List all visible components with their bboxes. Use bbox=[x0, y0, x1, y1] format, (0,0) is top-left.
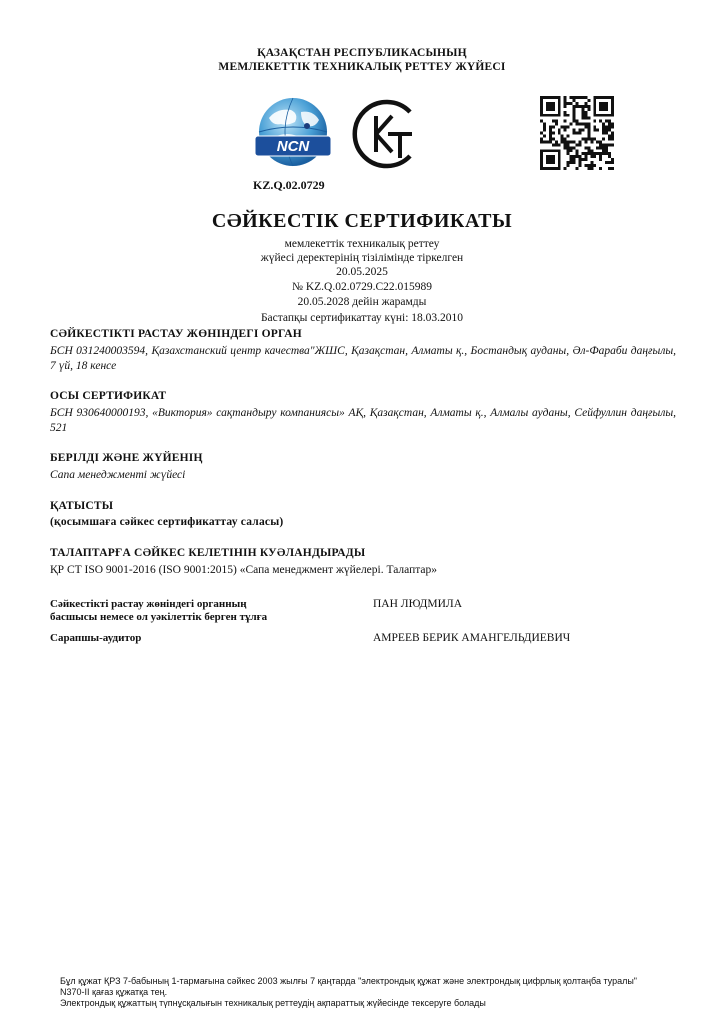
kt-conformity-mark-icon bbox=[352, 98, 420, 170]
certification-body-title: СӘЙКЕСТІКТІ РАСТАУ ЖӨНІНДЕГІ ОРГАН bbox=[50, 328, 302, 340]
valid-until: 20.05.2028 дейін жарамды bbox=[297, 296, 427, 308]
header-line-2: МЕМЛЕКЕТТІК ТЕХНИКАЛЫҚ РЕТТЕУ ЖҮЙЕСІ bbox=[218, 61, 506, 73]
footer-line-3: Электрондық құжаттың түпнұсқалығын техникалық реттеудің ақпараттық жүйесінде тексеруге болады bbox=[60, 998, 486, 1008]
requirements-title: ТАЛАПТАРҒА СӘЙКЕС КЕЛЕТІНІН КУӘЛАНДЫРАДЫ bbox=[50, 547, 366, 559]
qr-code bbox=[540, 96, 614, 170]
system-title: БЕРІЛДІ ЖӘНЕ ЖҮЙЕНІҢ bbox=[50, 452, 203, 464]
ncn-logo-text: NCN bbox=[276, 138, 310, 155]
certificate-holder-title: ОСЫ СЕРТИФИКАТ bbox=[50, 390, 167, 402]
footer-line-2: N370-II қағаз құжатқа тең. bbox=[60, 987, 168, 997]
registration-date: 20.05.2025 bbox=[336, 266, 388, 278]
scope-title: ҚАТЫСТЫ bbox=[50, 500, 114, 512]
initial-certification-date: Бастапқы сертификаттау күні: 18.03.2010 bbox=[260, 312, 464, 324]
head-signatory-label-1: Сәйкестікті растау жөніндегі органның bbox=[50, 598, 247, 610]
requirements-text: ҚР СТ ISO 9001-2016 (ISO 9001:2015) «Сапа менеджмент жүйелері. Талаптар» bbox=[50, 564, 438, 576]
registration-code: KZ.Q.02.0729 bbox=[253, 178, 325, 192]
certificate-holder-text: БСН 930640000193, «Виктория» сақтандыру компаниясы» АҚ, Қазақстан, Алматы қ., Алмалы ауданы, Сейфуллин даңғылы, 521 bbox=[50, 407, 676, 434]
footer-line-1: Бұл құжат ҚРЗ 7-бабының 1-тармағына сәйкес 2003 жылғы 7 қаңтарда "электрондық құжат және электрондық цифрлық қолтаңба туралы" bbox=[60, 976, 637, 986]
certification-body-text: БСН 031240003594, Қазахстанский центр качества"ЖШС, Қазақстан, Алматы қ., Бостандық ауданы, Әл-Фараби даңғылы, 7 үй, 18 кенсе bbox=[50, 345, 676, 372]
registry-line-2: жүйесі деректерінің тізілімінде тіркелген bbox=[260, 252, 464, 264]
certificate-title: СӘЙКЕСТІК СЕРТИФИКАТЫ bbox=[211, 210, 513, 232]
auditor-name: АМРЕЕВ БЕРИК АМАНГЕЛЬДИЕВИЧ bbox=[373, 632, 571, 644]
system-text: Сапа менеджменті жүйесі bbox=[50, 469, 186, 481]
ncn-logo bbox=[247, 96, 339, 172]
header-line-1: ҚАЗАҚСТАН РЕСПУБЛИКАСЫНЫҢ bbox=[257, 47, 467, 59]
head-signatory-label-2: басшысы немесе ол уәкілеттік берген тұлға bbox=[50, 611, 268, 623]
head-signatory-name: ПАН ЛЮДМИЛА bbox=[373, 598, 463, 610]
registry-line-1: мемлекеттік техникалық реттеу bbox=[284, 238, 440, 250]
auditor-label: Сарапшы-аудитор bbox=[50, 632, 142, 644]
scope-subtitle: (қосымшаға сәйкес сертификаттау саласы) bbox=[50, 516, 284, 528]
certificate-number: № KZ.Q.02.0729.C22.015989 bbox=[291, 281, 433, 293]
